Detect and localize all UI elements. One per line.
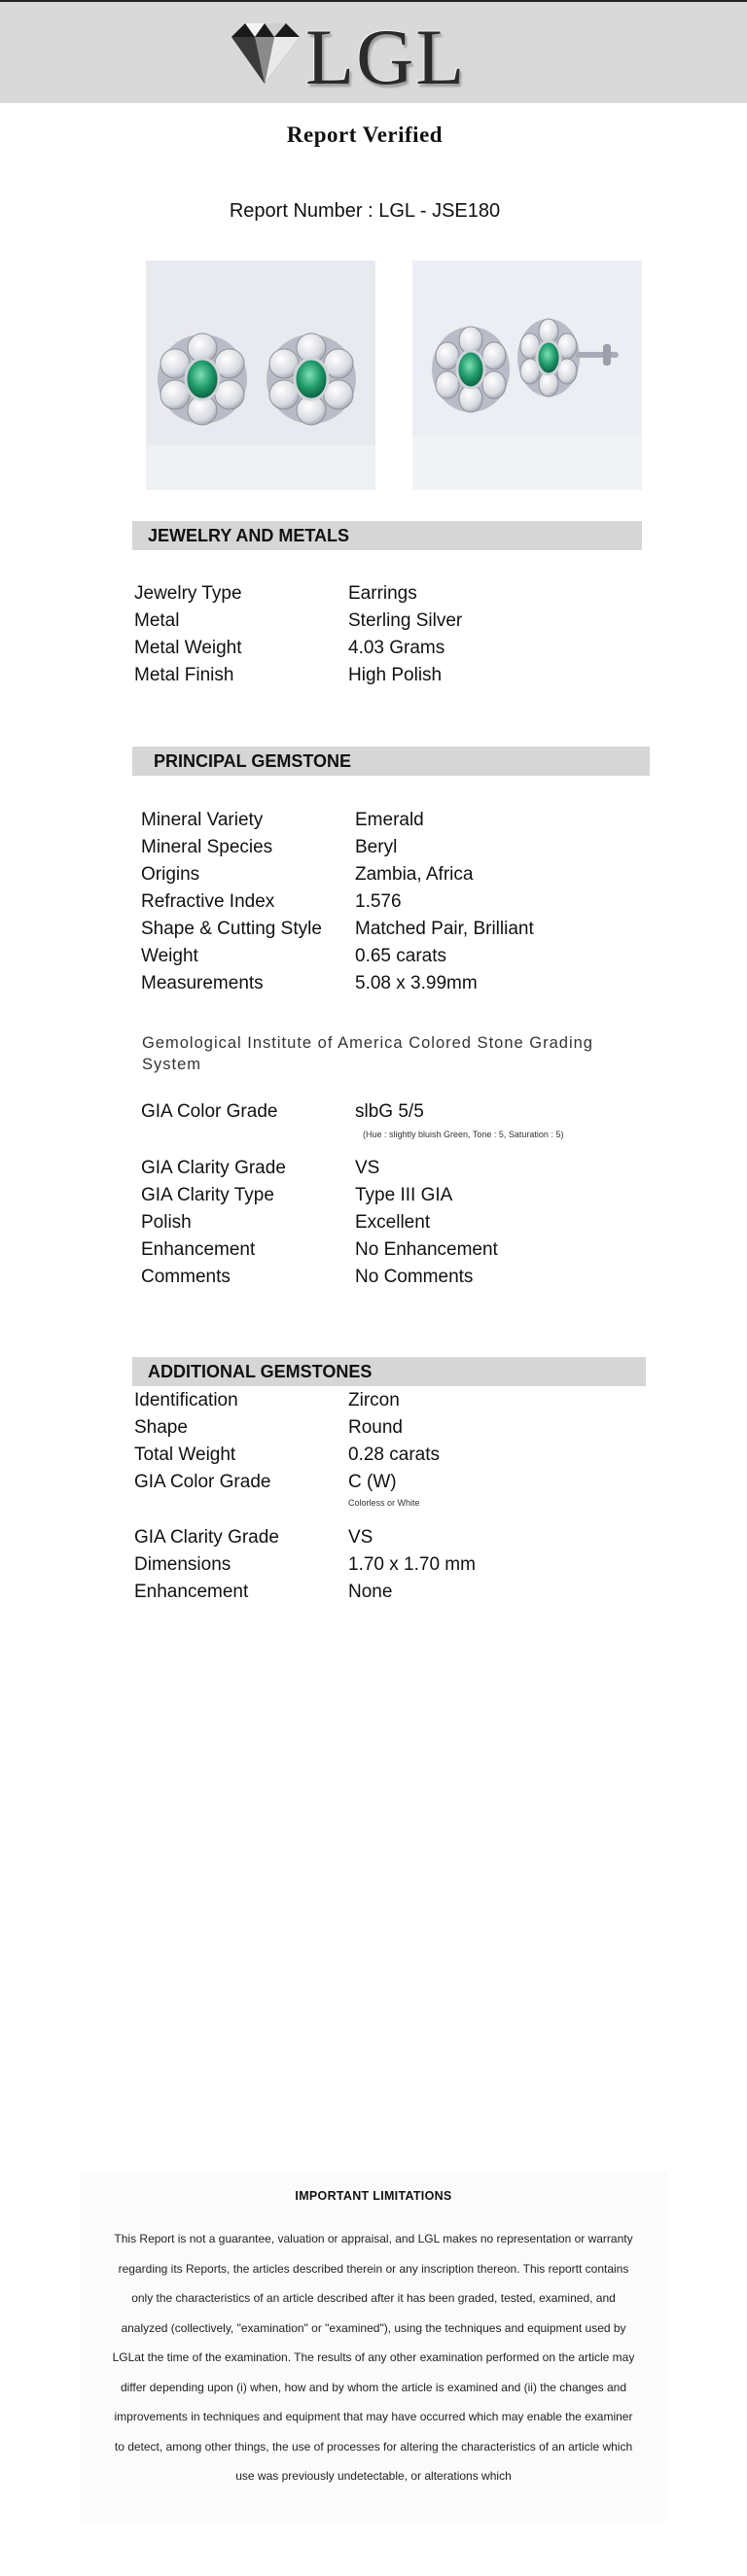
detail-value: Beryl: [355, 837, 398, 857]
detail-row: [141, 1182, 647, 1209]
detail-row: [134, 635, 621, 662]
detail-row: [141, 834, 647, 861]
detail-label: Jewelry Type: [134, 583, 242, 604]
detail-label: Total Weight: [134, 1445, 236, 1465]
detail-label: Shape & Cutting Style: [141, 919, 322, 939]
detail-value: slbG 5/5: [355, 1101, 424, 1122]
detail-row: [134, 1551, 621, 1579]
detail-row: [134, 1442, 621, 1469]
section-principal-gemstone: PRINCIPAL GEMSTONE: [132, 747, 650, 776]
detail-value: Earrings: [348, 583, 417, 604]
detail-value: 4.03 Grams: [348, 638, 445, 658]
additional-details: [134, 1387, 621, 1496]
detail-row: [134, 1414, 621, 1442]
detail-value: Round: [348, 1417, 403, 1438]
detail-row: [134, 1387, 621, 1414]
detail-value: VS: [355, 1158, 380, 1178]
detail-row: [134, 1469, 621, 1496]
detail-label: Measurements: [141, 973, 264, 993]
detail-value: None: [348, 1582, 393, 1602]
detail-label: Comments: [141, 1267, 231, 1287]
detail-row: [134, 1579, 621, 1606]
detail-label: Metal Finish: [134, 665, 234, 685]
detail-value: High Polish: [348, 665, 443, 685]
detail-label: Mineral Variety: [141, 810, 264, 830]
detail-value: No Enhancement: [355, 1239, 498, 1260]
detail-label: Enhancement: [134, 1582, 249, 1602]
page-title: Report Verified: [286, 122, 444, 147]
section-additional-gemstones: ADDITIONAL GEMSTONES: [132, 1357, 646, 1386]
detail-row: [141, 1236, 647, 1264]
diamond-icon: [226, 19, 303, 87]
gia-grading-system-title: Gemological Institute of America Colored Stone Grading System: [142, 1034, 593, 1073]
limitations-heading: IMPORTANT LIMITATIONS: [295, 2189, 452, 2203]
detail-value: Zircon: [348, 1390, 400, 1410]
detail-value: Zambia, Africa: [355, 864, 474, 885]
detail-label: GIA Color Grade: [134, 1472, 271, 1492]
detail-row: [134, 1524, 621, 1551]
detail-value: 1.576: [355, 891, 402, 912]
detail-row: [134, 580, 621, 608]
detail-value: Sterling Silver: [348, 610, 463, 631]
detail-label: Weight: [141, 946, 198, 966]
detail-value: 5.08 x 3.99mm: [355, 973, 478, 993]
detail-value: 0.65 carats: [355, 946, 446, 966]
detail-row: [141, 970, 647, 997]
detail-value: 1.70 x 1.70 mm: [348, 1554, 476, 1575]
detail-row: [141, 1264, 647, 1291]
detail-label: Metal Weight: [134, 638, 242, 658]
detail-label: Metal: [134, 610, 180, 631]
detail-label: Dimensions: [134, 1554, 231, 1575]
detail-row: [134, 662, 621, 689]
detail-label: Mineral Species: [141, 837, 273, 857]
detail-value: No Comments: [355, 1267, 474, 1287]
detail-row: [141, 1209, 647, 1236]
section-jewelry-and-metals: JEWELRY AND METALS: [132, 521, 642, 550]
principal-details-2: [141, 1155, 647, 1291]
additional-details-2: [134, 1524, 621, 1606]
detail-label: GIA Clarity Grade: [134, 1527, 279, 1548]
header-banner: [0, 0, 747, 103]
zircon-color-note: Colorless or White: [348, 1498, 420, 1508]
detail-value: Matched Pair, Brilliant: [355, 919, 534, 939]
detail-row: [141, 807, 647, 834]
jewelry-details: [134, 580, 621, 689]
principal-details: [141, 807, 647, 997]
detail-value: 0.28 carats: [348, 1445, 440, 1465]
detail-label: Origins: [141, 864, 200, 885]
detail-row: [141, 888, 647, 916]
detail-value: Excellent: [355, 1212, 431, 1233]
detail-row: [141, 943, 647, 970]
lgl-logo: [226, 13, 479, 101]
detail-row: [134, 608, 621, 635]
detail-row: [141, 1098, 647, 1126]
detail-row: [141, 1155, 647, 1182]
detail-row: [141, 916, 647, 943]
color-grade-note: (Hue : slightly bluish Green, Tone : 5, Saturation : 5): [363, 1130, 564, 1139]
earrings-side-photo: [412, 261, 642, 490]
earrings-front-photo: [146, 261, 375, 490]
detail-label: Enhancement: [141, 1239, 256, 1260]
important-limitations: [80, 2172, 667, 2522]
logo-text: LGL: [305, 13, 467, 101]
detail-label: GIA Clarity Type: [141, 1185, 274, 1205]
detail-label: Polish: [141, 1212, 192, 1233]
detail-row: [141, 861, 647, 888]
detail-value: Type III GIA: [355, 1185, 453, 1205]
detail-value: Emerald: [355, 810, 424, 830]
detail-value: C (W): [348, 1472, 397, 1492]
detail-label: Shape: [134, 1417, 188, 1438]
detail-label: GIA Color Grade: [141, 1101, 278, 1122]
principal-color-grade: [141, 1098, 647, 1126]
report-number: Report Number : LGL - JSE180: [229, 200, 501, 222]
detail-label: Identification: [134, 1390, 238, 1410]
detail-label: GIA Clarity Grade: [141, 1158, 286, 1178]
detail-label: Refractive Index: [141, 891, 275, 912]
limitations-text: This Report is not a guarantee, valuation or appraisal, and LGL makes no representation or warranty regarding its Reports, the articles described therein or any inscription thereon. This reportt contains only the characteristics of an article described after it has been graded, tested, examined, and analyzed (collectively, "examination" or "examined"), using the techniques and equipment used by LGLat the time of the examination. The results of any other examination performed on the article may differ depending upon (i) when, how and by whom the article is examined and (ii) the changes and improvements in techniques and equipment that may have occurred which may enable the examiner to detect, among other things, the use of processes for altering the characteristics of an article which use was previously undetectable, or alterations which: [112, 2232, 635, 2483]
detail-value: VS: [348, 1527, 374, 1548]
